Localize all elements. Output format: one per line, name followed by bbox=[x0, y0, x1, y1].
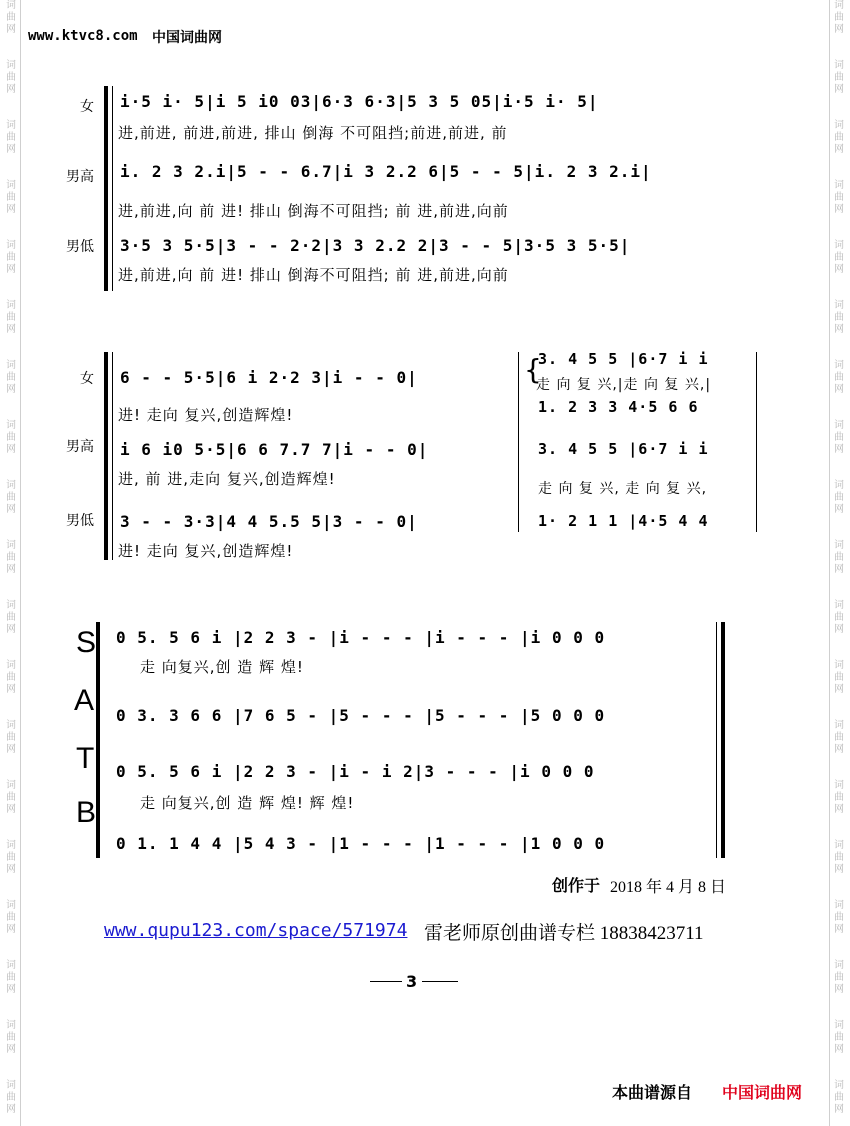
lyrics-line: 进,前进,向 前 进! 排山 倒海不可阻挡; 前 进,前进,向前 bbox=[118, 266, 509, 284]
voice-label-tenor: 男高 bbox=[66, 439, 94, 455]
page-number: 3 bbox=[406, 972, 418, 991]
watermark-glyph-group: 词 曲 网 bbox=[834, 540, 844, 575]
lyrics-line: 走 向复兴,创 造 辉 煌! bbox=[140, 658, 304, 676]
notation-line: 0 5. 5 6 i |2 2 3 - |i - - - |i - - - |i 0 0 0 bbox=[116, 628, 606, 647]
author-space-description: 雷老师原创曲谱专栏 18838423711 bbox=[424, 923, 704, 944]
site-url: www.ktvc8.com bbox=[28, 28, 138, 44]
divisi-tenor-lyrics: 走 向 复 兴, 走 向 复 兴, bbox=[538, 481, 708, 497]
watermark-glyph-group: 词 曲 网 bbox=[6, 780, 16, 815]
watermark-glyph-group: 词 曲 网 bbox=[6, 600, 16, 635]
watermark-glyph-group: 词 曲 网 bbox=[834, 1080, 844, 1115]
divisi-bass-notes: 1· 2 1 1 |4·5 4 4 bbox=[538, 512, 709, 530]
system-bar-line bbox=[112, 86, 113, 291]
left-margin-line bbox=[20, 0, 21, 1126]
satb-label-a: A bbox=[74, 684, 95, 717]
watermark-glyph-group: 词 曲 网 bbox=[6, 60, 16, 95]
watermark-glyph-group: 词 曲 网 bbox=[834, 300, 844, 335]
final-bar-thin bbox=[716, 622, 717, 858]
watermark-glyph-group: 词 曲 网 bbox=[834, 900, 844, 935]
watermark-glyph-group: 词 曲 网 bbox=[834, 720, 844, 755]
page-rule-right bbox=[422, 981, 458, 982]
watermark-glyph-group: 词 曲 网 bbox=[6, 840, 16, 875]
watermark-glyph-group: 词 曲 网 bbox=[834, 600, 844, 635]
lyrics-line: 进,前进,向 前 进! 排山 倒海不可阻挡; 前 进,前进,向前 bbox=[118, 202, 509, 220]
watermark-glyph-group: 词 曲 网 bbox=[6, 660, 16, 695]
source-site[interactable]: 中国词曲网 bbox=[722, 1083, 803, 1102]
lyrics-line: 进,前进, 前进,前进, 排山 倒海 不可阻挡;前进,前进, 前 bbox=[118, 124, 508, 142]
notation-line: 0 5. 5 6 i |2 2 3 - |i - i 2|3 - - - |i 0 0 0 bbox=[116, 762, 595, 781]
divisi-lower-notes: 1. 2 3 3 4·5 6 6 bbox=[538, 398, 699, 416]
watermark-glyph-group: 词 曲 网 bbox=[834, 360, 844, 395]
composition-date-label: 创作于 bbox=[552, 876, 601, 895]
watermark-glyph-group: 词 曲 网 bbox=[6, 960, 16, 995]
divisi-tenor-notes: 3. 4 5 5 |6·7 i i bbox=[538, 440, 709, 458]
source-label: 本曲谱源自 bbox=[612, 1083, 693, 1102]
watermark-glyph-group: 词 曲 网 bbox=[834, 960, 844, 995]
watermark-glyph-group: 词 曲 网 bbox=[6, 180, 16, 215]
watermark-glyph-group: 词 曲 网 bbox=[6, 720, 16, 755]
voice-label-bass: 男低 bbox=[66, 513, 94, 529]
satb-label-s: S bbox=[76, 626, 97, 659]
divisi-upper-lyrics: 走 向 复 兴,|走 向 复 兴,| bbox=[536, 377, 712, 393]
author-space-link[interactable]: www.qupu123.com/space/571974 bbox=[104, 920, 408, 941]
watermark-glyph-group: 词 曲 网 bbox=[6, 120, 16, 155]
divisi-bar-line bbox=[518, 352, 519, 532]
site-name: 中国词曲网 bbox=[152, 30, 222, 46]
divisi-brace: { bbox=[524, 353, 542, 386]
system-end-bar-line bbox=[756, 352, 757, 532]
watermark-glyph-group: 词 曲 网 bbox=[6, 540, 16, 575]
watermark-glyph-group: 词 曲 网 bbox=[834, 120, 844, 155]
right-margin-line bbox=[829, 0, 830, 1126]
page-rule-left bbox=[370, 981, 402, 982]
watermark-glyph-group: 词 曲 网 bbox=[834, 480, 844, 515]
watermark-glyph-group: 词 曲 网 bbox=[6, 1020, 16, 1055]
notation-line: i. 2 3 2.i|5 - - 6.7|i 3 2.2 6|5 - - 5|i. 2 3 2.i| bbox=[120, 162, 652, 181]
notation-line: 3 - - 3·3|4 4 5.5 5|3 - - 0| bbox=[120, 512, 418, 531]
lyrics-line: 进! 走向 复兴,创造辉煌! bbox=[118, 542, 294, 560]
watermark-glyph-group: 词 曲 网 bbox=[834, 180, 844, 215]
watermark-glyph-group: 词 曲 网 bbox=[6, 360, 16, 395]
satb-label-t: T bbox=[76, 742, 95, 775]
system-bracket bbox=[96, 622, 100, 858]
watermark-glyph-group: 词 曲 网 bbox=[834, 240, 844, 275]
notation-line: 0 3. 3 6 6 |7 6 5 - |5 - - - |5 - - - |5 0 0 0 bbox=[116, 706, 606, 725]
notation-line: 0 1. 1 4 4 |5 4 3 - |1 - - - |1 - - - |1 0 0 0 bbox=[116, 834, 606, 853]
notation-line: i 6 i0 5·5|6 6 7.7 7|i - - 0| bbox=[120, 440, 429, 459]
watermark-glyph-group: 词 曲 网 bbox=[834, 780, 844, 815]
watermark-glyph-group: 词 曲 网 bbox=[6, 1080, 16, 1115]
system-bracket bbox=[104, 86, 108, 291]
system-bracket bbox=[104, 352, 108, 560]
composition-date: 2018 年 4 月 8 日 bbox=[610, 879, 727, 896]
lyrics-line: 进, 前 进,走向 复兴,创造辉煌! bbox=[118, 470, 336, 488]
lyrics-line: 进! 走向 复兴,创造辉煌! bbox=[118, 406, 294, 424]
watermark-glyph-group: 词 曲 网 bbox=[834, 1020, 844, 1055]
notation-line: i·5 i· 5|i 5 i0 03|6·3 6·3|5 3 5 05|i·5 i· 5| bbox=[120, 92, 599, 111]
watermark-glyph-group: 词 曲 网 bbox=[6, 900, 16, 935]
watermark-glyph-group: 词 曲 网 bbox=[834, 660, 844, 695]
voice-label-tenor: 男高 bbox=[66, 169, 94, 185]
voice-label-bass: 男低 bbox=[66, 239, 94, 255]
watermark-glyph-group: 词 曲 网 bbox=[6, 480, 16, 515]
voice-label-soprano: 女 bbox=[80, 371, 94, 387]
divisi-upper-notes: 3. 4 5 5 |6·7 i i bbox=[538, 350, 709, 368]
watermark-glyph-group: 词 曲 网 bbox=[834, 420, 844, 455]
watermark-glyph-group: 词 曲 网 bbox=[834, 60, 844, 95]
watermark-glyph-group: 词 曲 网 bbox=[6, 240, 16, 275]
watermark-glyph-group: 词 曲 网 bbox=[834, 0, 844, 35]
notation-line: 3·5 3 5·5|3 - - 2·2|3 3 2.2 2|3 - - 5|3·5 3 5·5| bbox=[120, 236, 631, 255]
voice-label-soprano: 女 bbox=[80, 99, 94, 115]
lyrics-line: 走 向复兴,创 造 辉 煌! 辉 煌! bbox=[140, 794, 355, 812]
notation-line: 6 - - 5·5|6 i 2·2 3|i - - 0| bbox=[120, 368, 418, 387]
watermark-glyph-group: 词 曲 网 bbox=[6, 420, 16, 455]
final-bar-thick bbox=[721, 622, 725, 858]
watermark-glyph-group: 词 曲 网 bbox=[6, 300, 16, 335]
watermark-glyph-group: 词 曲 网 bbox=[6, 0, 16, 35]
satb-label-b: B bbox=[76, 796, 97, 829]
watermark-glyph-group: 词 曲 网 bbox=[834, 840, 844, 875]
system-bar-line bbox=[112, 352, 113, 560]
